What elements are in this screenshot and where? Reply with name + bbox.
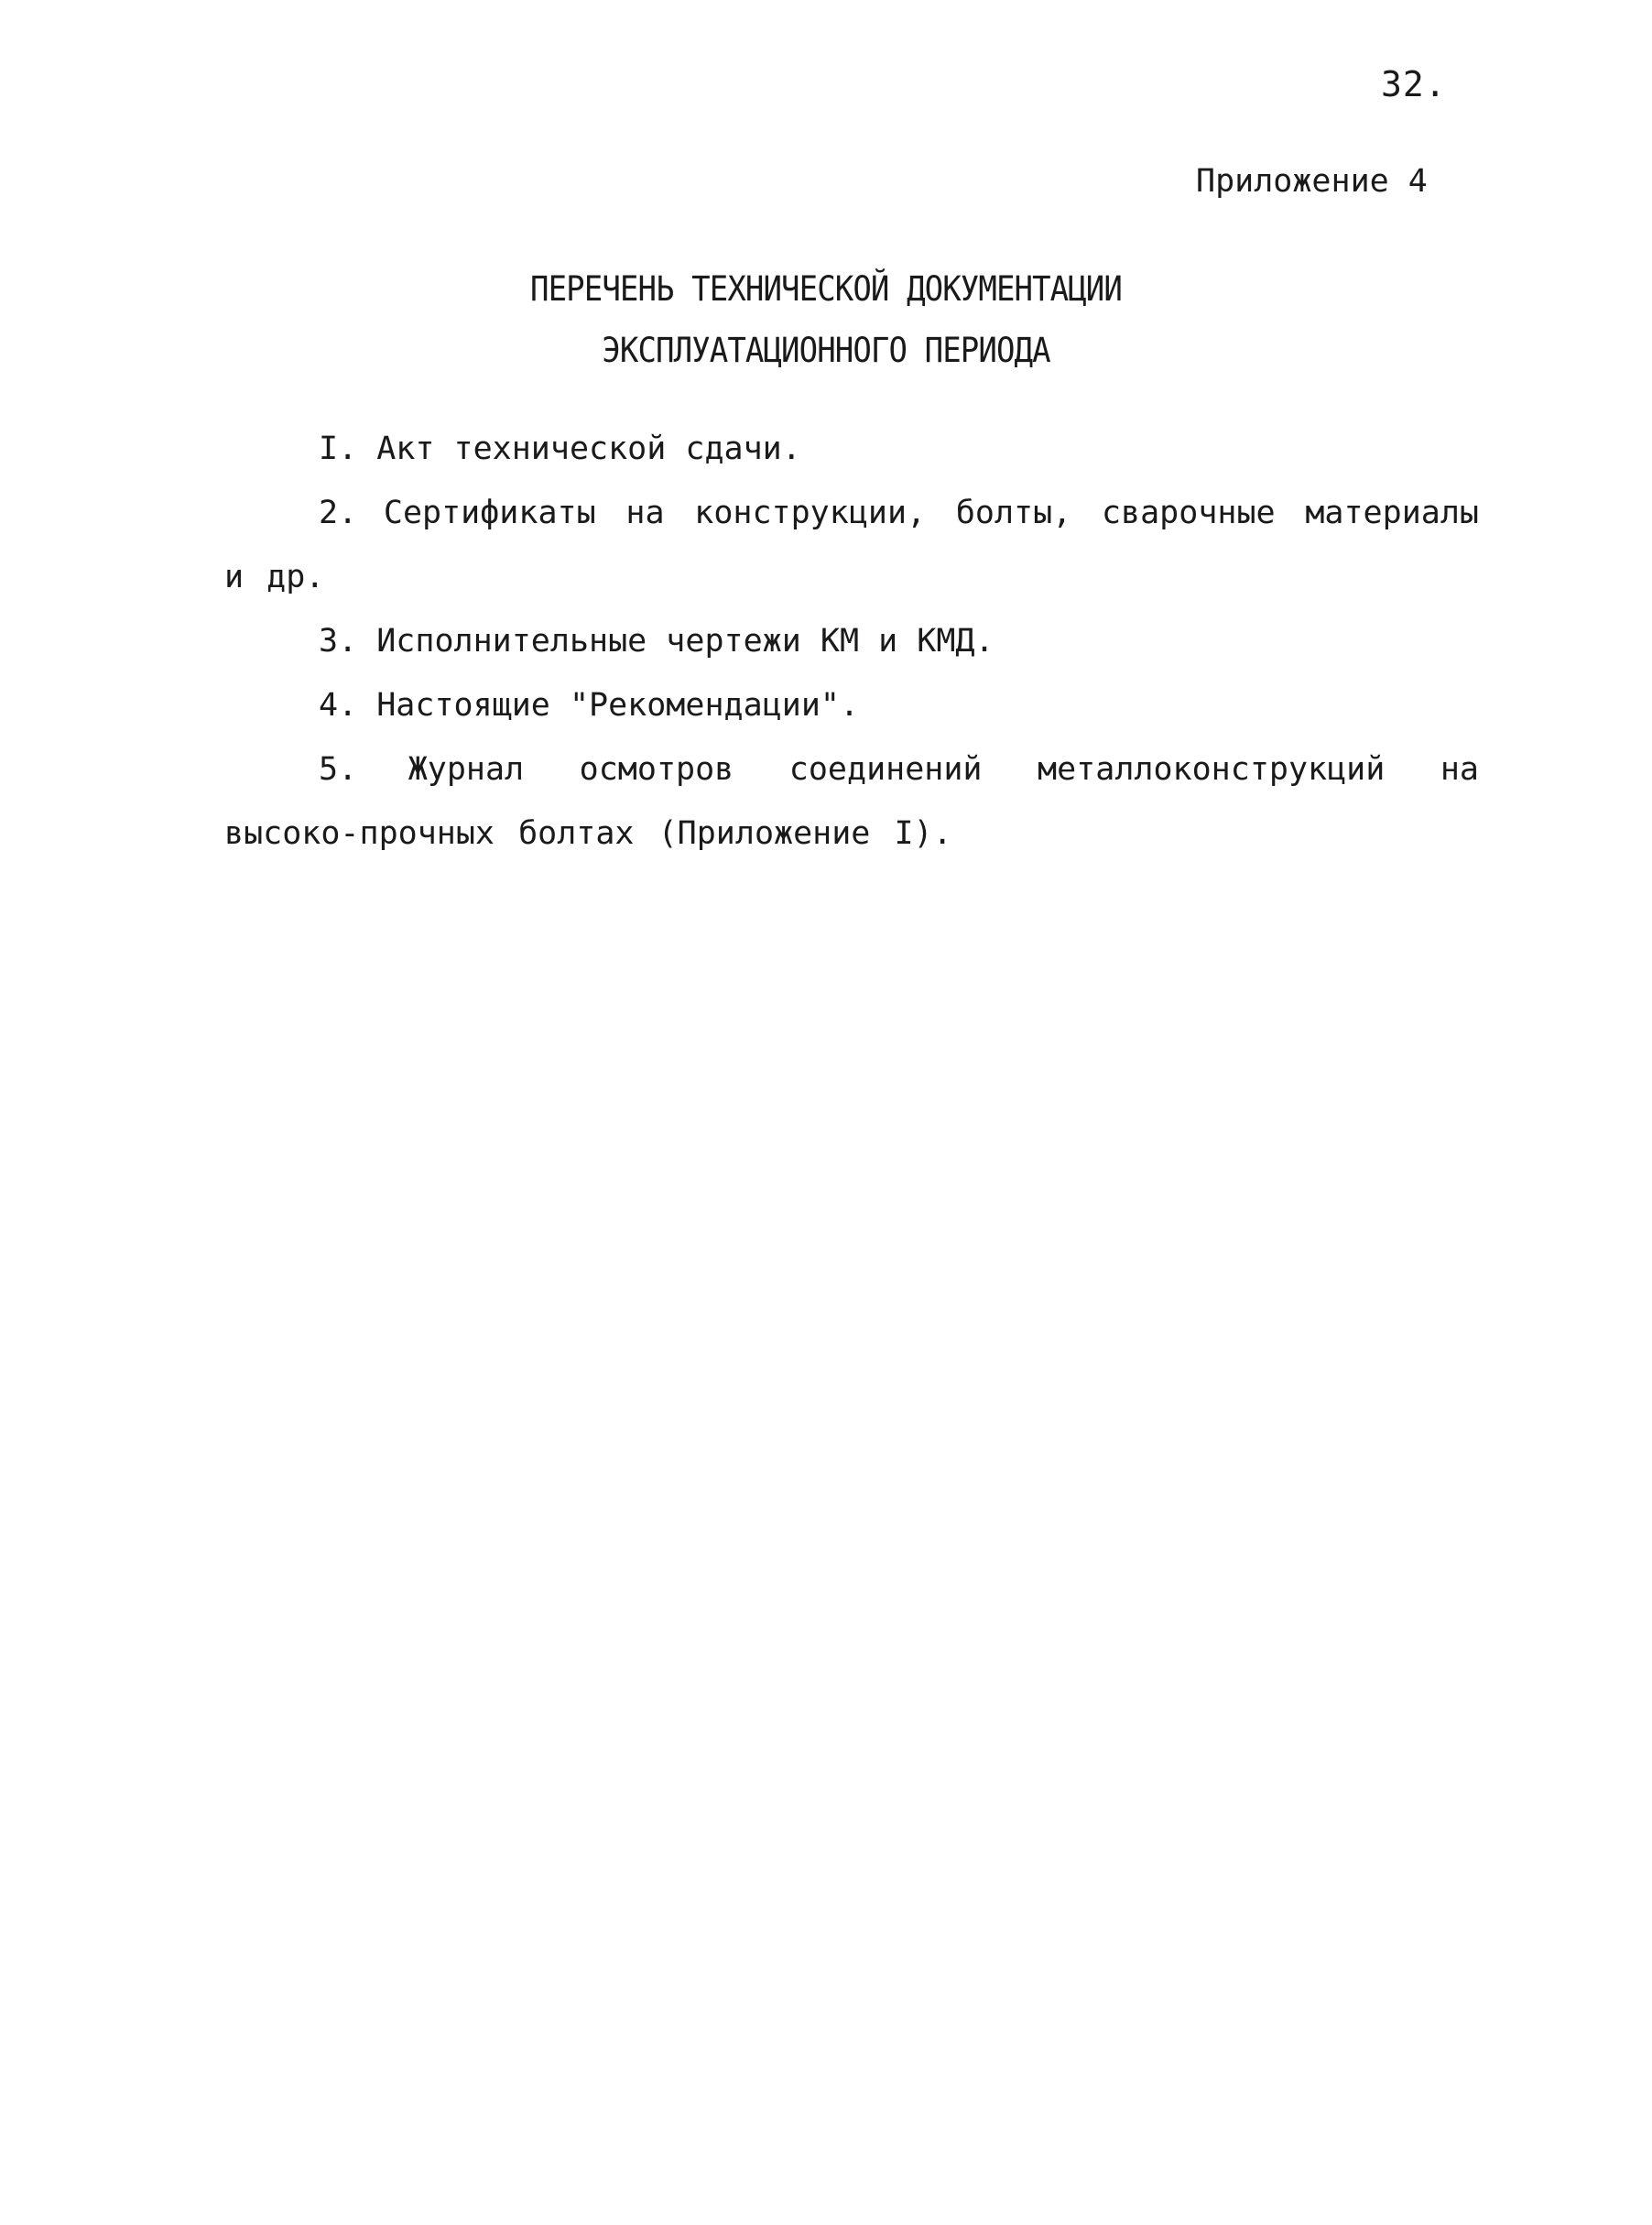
list-item-number: 3. xyxy=(319,623,358,660)
appendix-label: Приложение 4 xyxy=(1196,163,1428,200)
list-item xyxy=(224,673,1479,737)
documentation-list xyxy=(224,417,1479,866)
title-line-1: ПЕРЕЧЕНЬ ТЕХНИЧЕСКОЙ ДОКУМЕНТАЦИИ xyxy=(530,269,1122,309)
list-item-number: 2. xyxy=(319,495,358,531)
page-number: 32. xyxy=(1381,64,1447,104)
document-title xyxy=(0,258,1652,381)
list-item-text: Сертификаты на конструкции, болты, сварочные материалы и др. xyxy=(224,495,1479,595)
list-item-text: Акт технической сдачи. xyxy=(376,431,801,467)
list-item-number: I. xyxy=(319,431,358,467)
list-item-text: Настоящие "Рекомендации". xyxy=(376,687,860,724)
title-line-2: ЭКСПЛУАТАЦИОННОГО ПЕРИОДА xyxy=(602,331,1050,370)
list-item xyxy=(224,481,1479,609)
list-item xyxy=(224,417,1479,481)
list-item-number: 4. xyxy=(319,687,358,724)
list-item-text: Исполнительные чертежи КМ и КМД. xyxy=(376,623,994,660)
list-item xyxy=(224,737,1479,866)
list-item-text: Журнал осмотров соединений металлоконструкций на высоко-прочных болтах (Приложение I). xyxy=(224,751,1479,852)
list-item xyxy=(224,609,1479,673)
list-item-number: 5. xyxy=(319,751,358,788)
